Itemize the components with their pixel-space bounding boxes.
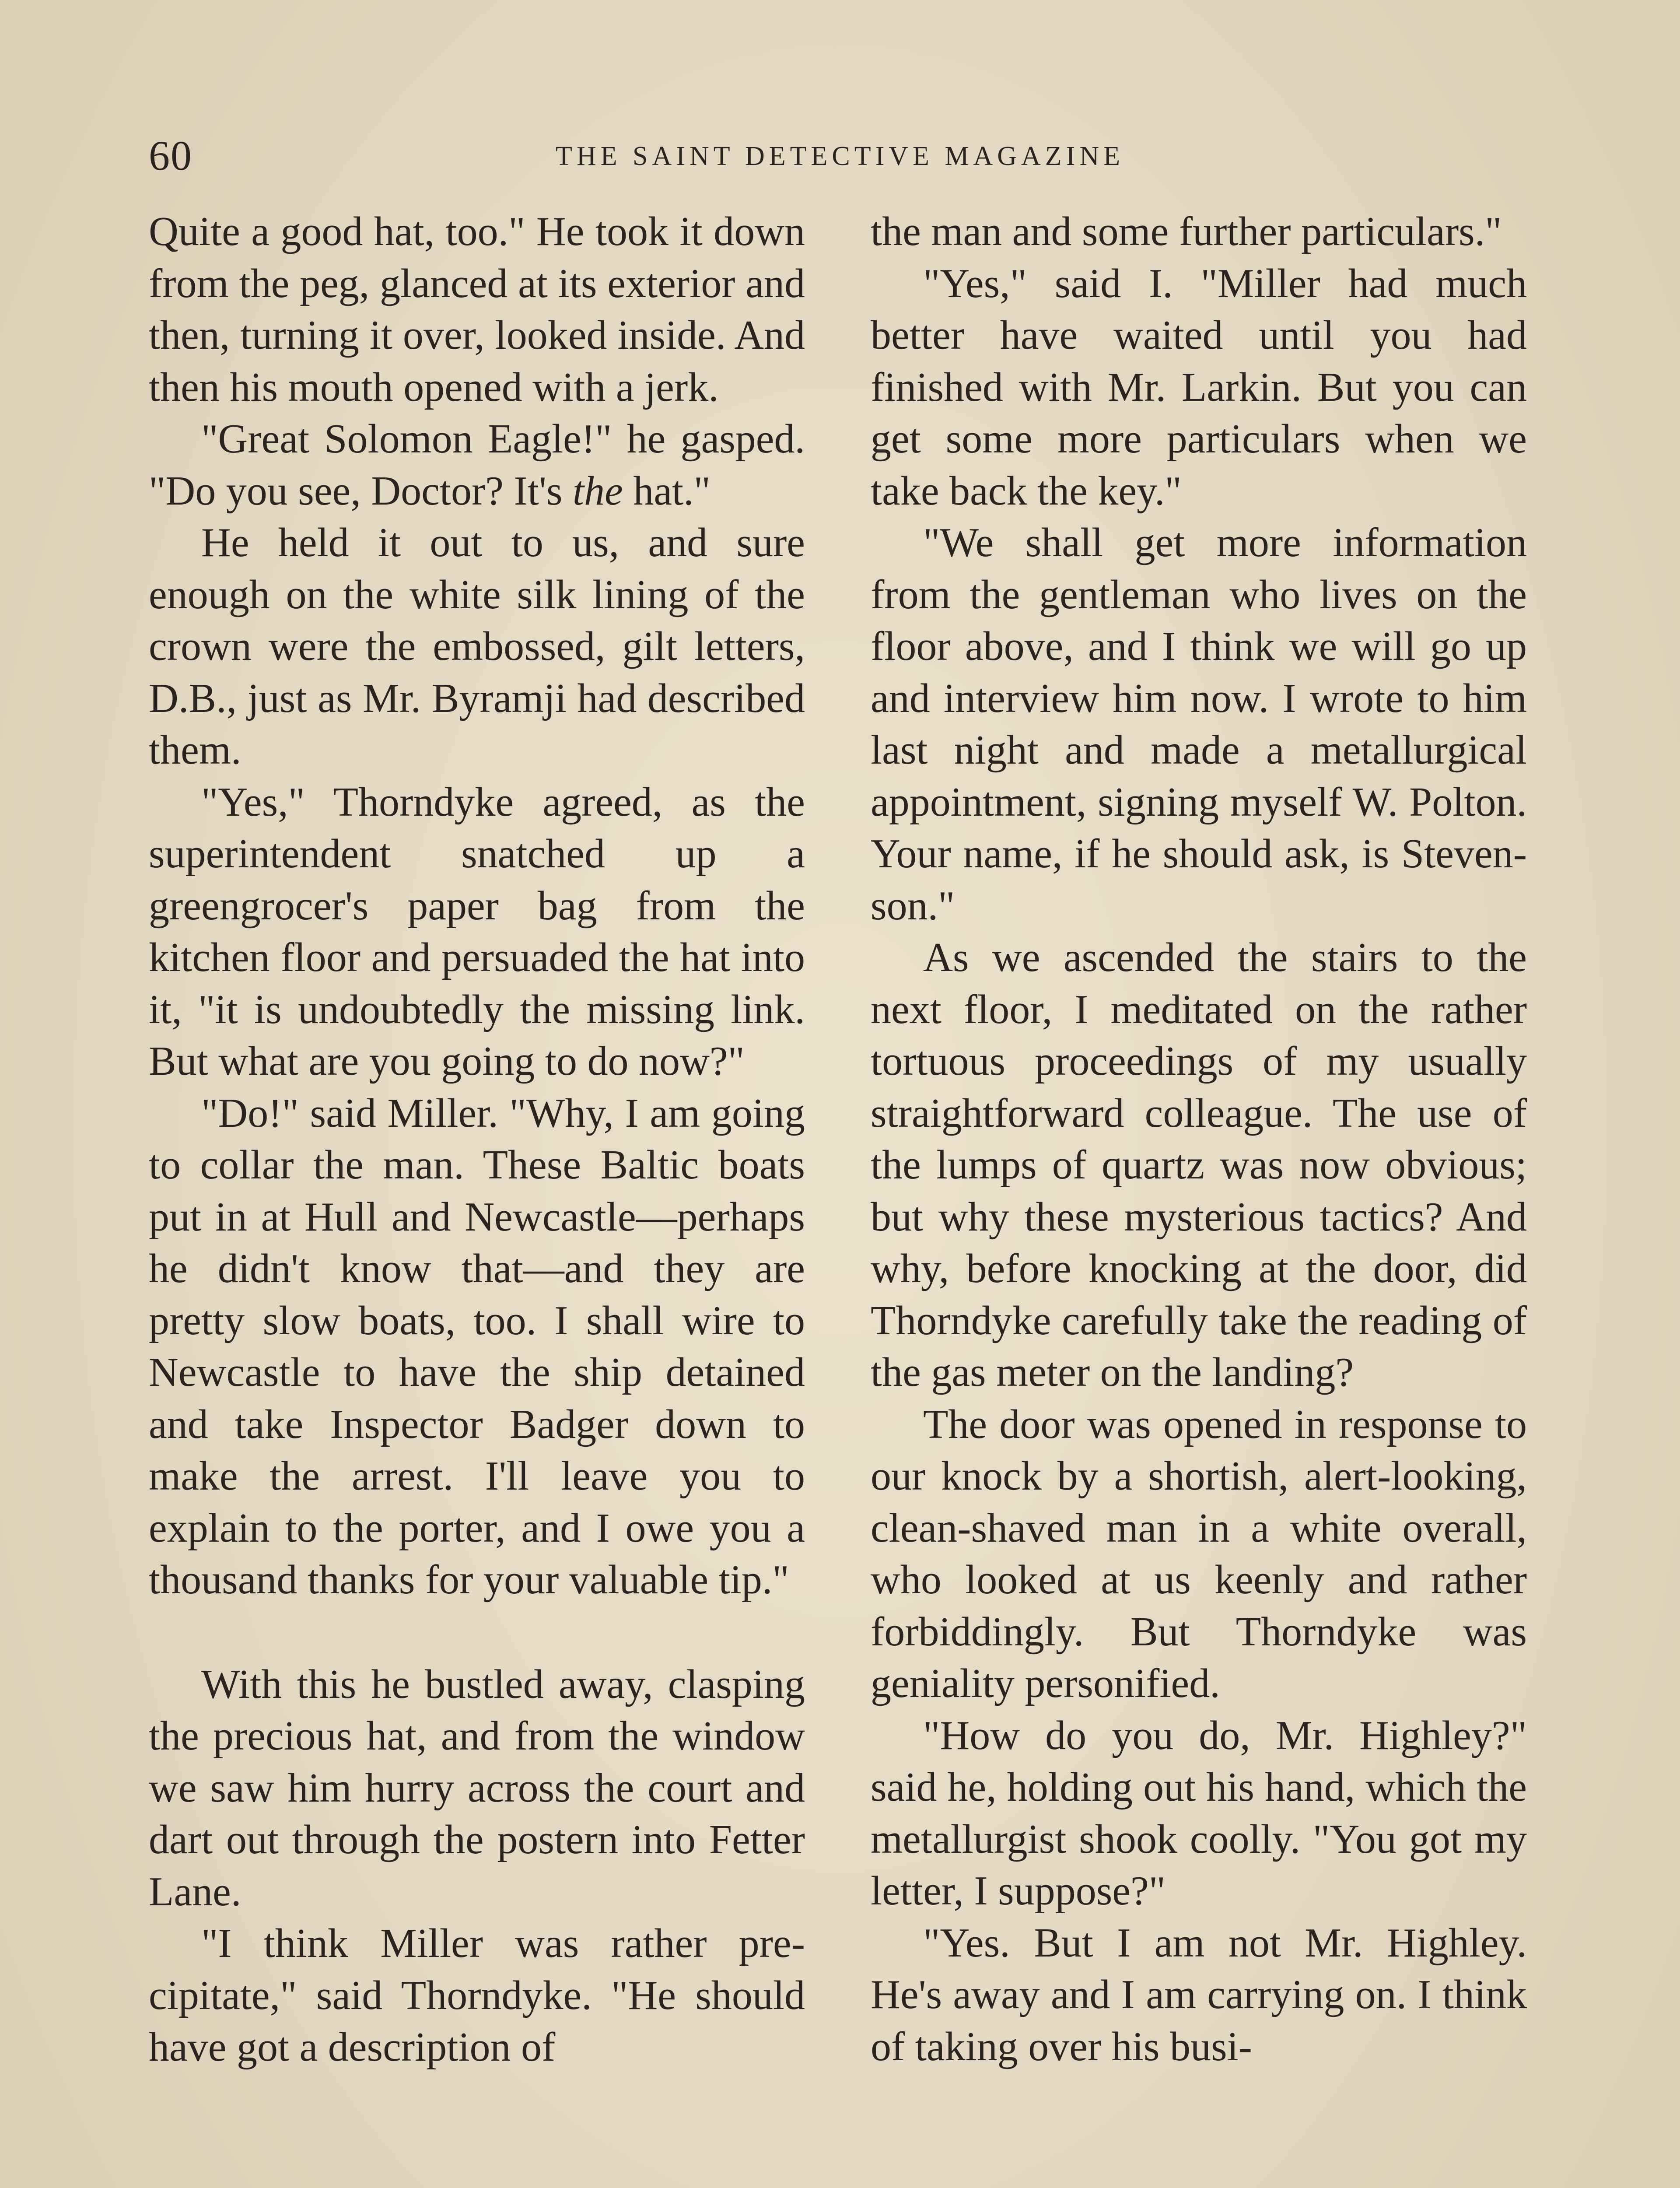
paragraph: With this he bustled away, clasping the precious hat, and from the window we saw him hurry across the court and dart out through the postern into Fetter Lane. bbox=[149, 1661, 805, 1914]
left-column bbox=[149, 206, 805, 2073]
paragraph-text: hat." bbox=[623, 468, 711, 514]
paragraph: the man and some further particulars." bbox=[871, 209, 1502, 254]
paragraph: He held it out to us, and sure enough on the white silk lining of the crown were the embossed, gilt letters, D.B., just as Mr. Byramji had described them. bbox=[149, 520, 805, 773]
paragraph: "I think Miller was rather precipitate," said Thorndyke. "He should have got a description of bbox=[149, 1921, 805, 2070]
paragraph: "Yes. But I am not Mr. Highley. He's away and I am carrying on. I think of taking over his busi- bbox=[871, 1920, 1527, 2069]
paragraph: "Yes," said I. "Miller had much better have waited until you had finished with Mr. Larkin. But you can get some more particulars when we take back the key." bbox=[871, 260, 1527, 514]
paragraph: The door was opened in response to our knock by a shortish, alert-looking, clean-shaved man in a white overall, who looked at us keenly and rather forbiddingly. But Thorndyke was geniality personified. bbox=[871, 1401, 1527, 1706]
paragraph: Quite a good hat, too." He took it down from the peg, glanced at its exterior and then, turning it over, looked inside. And then his mouth opened with a jerk. bbox=[149, 209, 805, 410]
paragraph: "We shall get more information from the gentleman who lives on the floor above, and I think we will go up and interview him now. I wrote to him last night and made a metallurgical appointment, signing myself W. Polton. Your name, if he should ask, is Stevenson." bbox=[871, 520, 1527, 929]
paragraph bbox=[149, 413, 805, 517]
running-head: THE SAINT DETECTIVE MAGAZINE bbox=[556, 141, 1124, 171]
emphasis-text: the bbox=[572, 468, 623, 514]
paragraph: "Yes," Thorndyke agreed, as the superintendent snatched up a greengrocer's paper bag from the kitchen floor and persuaded the hat into it, "it is undoubtedly the missing link. But what are you going to do now?" bbox=[149, 779, 805, 1084]
paragraph: "Do!" said Miller. "Why, I am going to collar the man. These Baltic boats put in at Hull and Newcastle—perhaps he didn't know that—and they are pretty slow boats, too. I shall wire to Newcastle to have the ship detained and take Inspector Badger down to make the arrest. I'll leave you to explain to the porter, and I owe you a thousand thanks for your valuable tip." bbox=[149, 1090, 805, 1602]
paragraph-text: "Great Solomon Eagle!" he gasped. "Do you see, Doctor? It's bbox=[149, 416, 805, 514]
right-column bbox=[871, 206, 1527, 2072]
paragraph: As we ascended the stairs to the next floor, I meditated on the rather tortuous proceedings of my usually straightforward colleague. The use of the lumps of quartz was now obvious; but why these mysterious tactics? And why, before knocking at the door, did Thorndyke carefully take the reading of the gas meter on the landing? bbox=[871, 935, 1527, 1395]
section-break bbox=[149, 1606, 805, 1659]
paragraph: "How do you do, Mr. Highley?" said he, holding out his hand, which the metallurgist shook coolly. "You got my letter, I suppose?" bbox=[871, 1712, 1527, 1914]
page-number: 60 bbox=[149, 132, 192, 179]
page-header bbox=[144, 131, 1536, 193]
